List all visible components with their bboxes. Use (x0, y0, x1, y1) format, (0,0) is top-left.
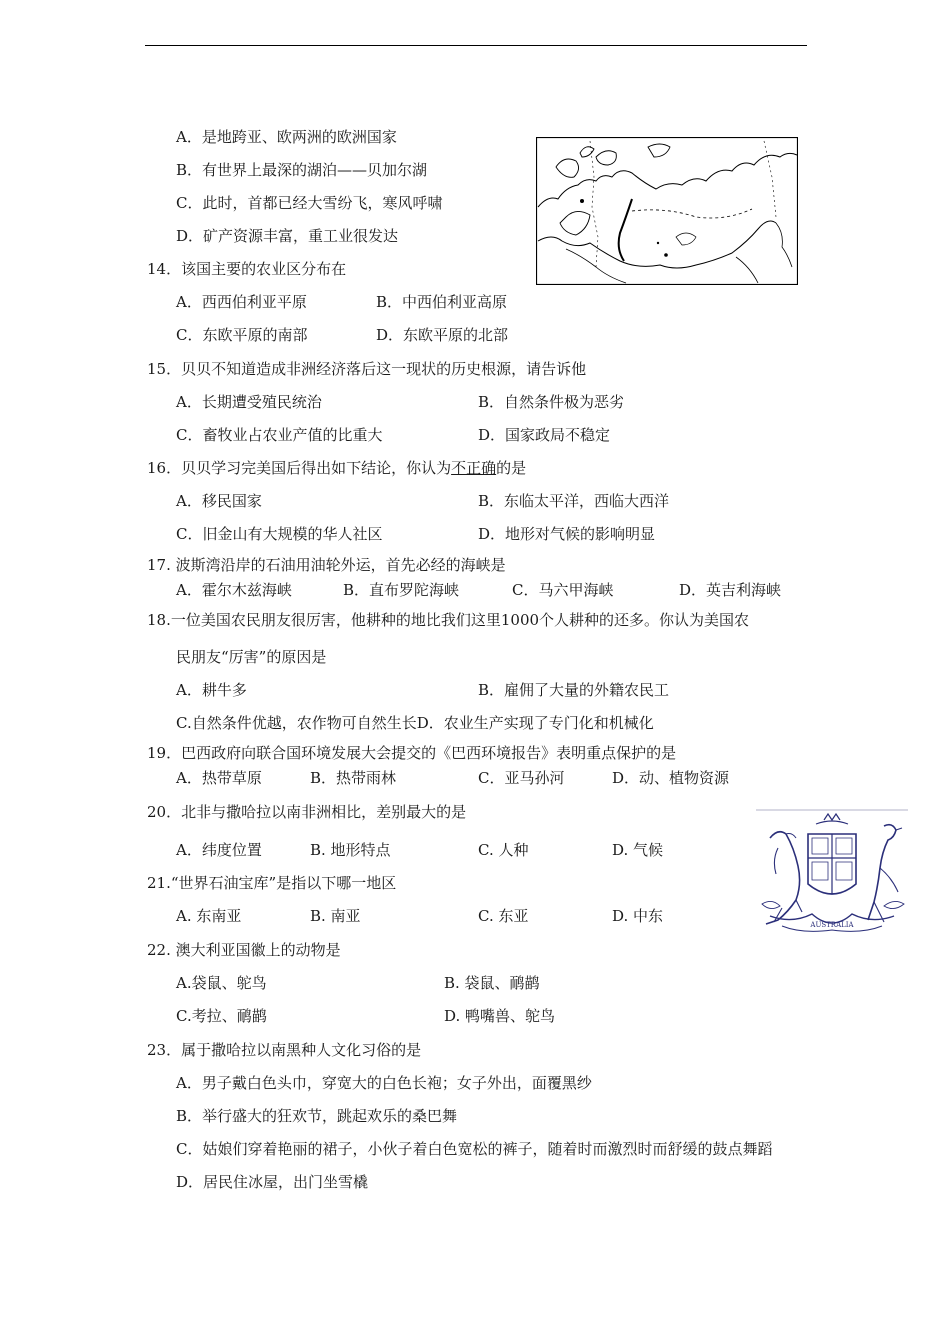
q13-option-a: A．是地跨亚、欧两洲的欧洲国家 (176, 128, 397, 146)
q19-option-d: D．动、植物资源 (612, 769, 730, 787)
q15-option-d: D．国家政局不稳定 (478, 426, 611, 444)
q19-stem: 19．巴西政府向联合国环境发展大会提交的《巴西环境报告》表明重点保护的是 (147, 744, 677, 762)
q23-option-d: D．居民住冰屋，出门坐雪橇 (176, 1173, 369, 1191)
q18-stem-line1: 18.一位美国农民朋友很厉害，他耕种的地比我们这里1000个人耕种的还多。你认为美国农 (147, 611, 750, 629)
q22-option-d: D. 鸭嘴兽、鸵鸟 (444, 1007, 556, 1025)
emblem-text: AUSTRALIA (810, 921, 854, 929)
q19-option-a: A．热带草原 (176, 769, 262, 787)
q14-option-b: B．中西伯利亚高原 (376, 293, 508, 311)
q18-option-b: B．雇佣了大量的外籍农民工 (478, 681, 670, 699)
q16-option-d: D．地形对气候的影响明显 (478, 525, 656, 543)
q13-option-d: D．矿产资源丰富，重工业很发达 (176, 227, 399, 245)
australia-coat-of-arms-image (752, 808, 912, 943)
q19-option-c: C．亚马孙河 (478, 769, 565, 787)
q14-option-d: D．东欧平原的北部 (376, 326, 509, 344)
q16-stem-pre: 16．贝贝学习完美国后得出如下结论，你认为 (147, 459, 452, 477)
q16-option-a: A．移民国家 (176, 492, 262, 510)
q18-stem-line2: 民朋友“厉害”的原因是 (176, 648, 327, 666)
q23-option-c: C．姑娘们穿着艳丽的裙子，小伙子着白色宽松的裤子，随着时而激烈时而舒缓的鼓点舞蹈 (176, 1140, 773, 1158)
q20-option-c: C. 人种 (478, 841, 529, 859)
q16-stem-post: 的是 (496, 459, 527, 477)
q17-option-c: C．马六甲海峡 (512, 581, 614, 599)
q16-stem (147, 458, 526, 478)
q14-option-c: C．东欧平原的南部 (176, 326, 308, 344)
q15-stem: 15．贝贝不知道造成非洲经济落后这一现状的历史根源，请告诉他 (147, 360, 587, 378)
q22-option-a: A.袋鼠、鸵鸟 (176, 974, 267, 992)
q13-option-c: C．此时，首都已经大雪纷飞，寒风呼啸 (176, 194, 443, 212)
q17-option-b: B．直布罗陀海峡 (343, 581, 460, 599)
q22-option-b: B. 袋鼠、鸸鹋 (444, 974, 540, 992)
russia-map (536, 137, 798, 285)
q21-option-a: A. 东南亚 (176, 907, 242, 925)
q23-option-b: B．举行盛大的狂欢节，跳起欢乐的桑巴舞 (176, 1107, 458, 1125)
q16-stem-underlined: 不正确 (451, 459, 497, 477)
q17-option-a: A．霍尔木兹海峡 (176, 581, 292, 599)
q15-option-a: A．长期遭受殖民统治 (176, 393, 322, 411)
q18-option-a: A．耕牛多 (176, 681, 247, 699)
q14-option-a: A．西西伯利亚平原 (176, 293, 307, 311)
q21-option-c: C. 东亚 (478, 907, 529, 925)
header-rule (145, 45, 807, 46)
q20-option-a: A．纬度位置 (176, 841, 262, 859)
q23-option-a: A．男子戴白色头巾，穿宽大的白色长袍；女子外出，面覆黑纱 (176, 1074, 592, 1092)
q14-stem: 14．该国主要的农业区分布在 (147, 260, 347, 278)
q21-option-d: D. 中东 (612, 907, 664, 925)
q18-option-cd: C.自然条件优越，农作物可自然生长D．农业生产实现了专门化和机械化 (176, 714, 654, 732)
q21-option-b: B. 南亚 (310, 907, 361, 925)
q16-option-b: B．东临太平洋，西临大西洋 (478, 492, 670, 510)
q19-option-b: B．热带雨林 (310, 769, 397, 787)
q17-option-d: D．英吉利海峡 (679, 581, 782, 599)
q22-stem: 22. 澳大利亚国徽上的动物是 (147, 941, 341, 959)
q15-option-b: B．自然条件极为恶劣 (478, 393, 625, 411)
q23-stem: 23．属于撒哈拉以南黑种人文化习俗的是 (147, 1041, 422, 1059)
q15-option-c: C．畜牧业占农业产值的比重大 (176, 426, 383, 444)
q13-option-b: B．有世界上最深的湖泊——贝加尔湖 (176, 161, 428, 179)
q16-option-c: C．旧金山有大规模的华人社区 (176, 525, 383, 543)
q20-stem: 20．北非与撒哈拉以南非洲相比，差别最大的是 (147, 803, 467, 821)
q21-stem: 21.“世界石油宝库”是指以下哪一地区 (147, 874, 397, 892)
q20-option-b: B. 地形特点 (310, 841, 391, 859)
q17-stem: 17. 波斯湾沿岸的石油用油轮外运，首先必经的海峡是 (147, 556, 506, 574)
q20-option-d: D. 气候 (612, 841, 664, 859)
q22-option-c: C.考拉、鸸鹋 (176, 1007, 267, 1025)
